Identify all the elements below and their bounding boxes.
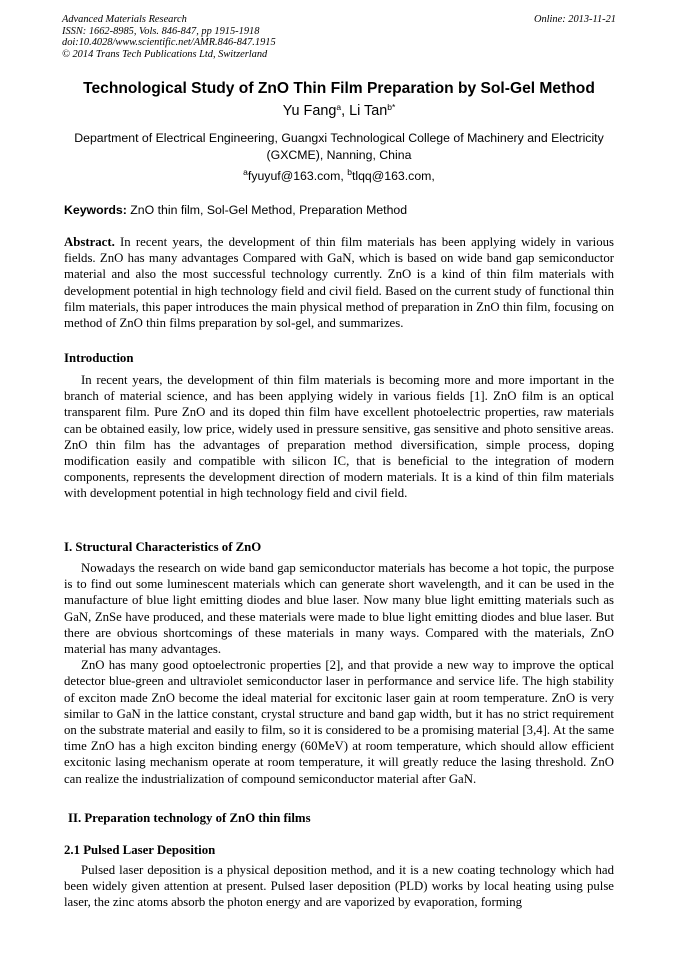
abstract — [64, 234, 614, 331]
email-b-sup: b — [347, 167, 352, 177]
online-date: Online: 2013-11-21 — [533, 14, 616, 25]
section-heading-introduction: Introduction — [64, 351, 134, 365]
journal-header — [62, 14, 616, 60]
author-list — [40, 102, 638, 120]
author-separator: , — [341, 103, 350, 119]
introduction-body — [64, 372, 614, 502]
author-2-sup: b* — [387, 102, 396, 112]
subsection-heading-pld: 2.1 Pulsed Laser Deposition — [64, 843, 216, 857]
section-heading-structural: I. Structural Characteristics of ZnO — [64, 540, 262, 554]
keywords-label: Keywords: — [64, 203, 127, 217]
paragraph: In recent years, the development of thin film materials is becoming more and more important in the branch of material science, and has been applying widely in various fields [1]. ZnO film is an optical transparent film. Pure ZnO and its doped thin film have excellent photoelectric properties, raw materials can be obtained easily, low price, widely used in pressure sensitive, gas sensitive and photo sensitive areas. ZnO thin film has the advantages of preparation method diversification, simple process, doping modification easily and compatible with silicon IC, that is beneficial to the integration of modern components, represents the development direction of modern materials. It is a kind of thin film materials with development potential in high technology field and civil field. — [64, 373, 614, 501]
email-list — [40, 168, 638, 184]
section-heading-preparation: II. Preparation technology of ZnO thin films — [68, 811, 311, 825]
paper-title: Technological Study of ZnO Thin Film Preparation by Sol-Gel Method — [83, 80, 595, 97]
paragraph: ZnO has many good optoelectronic properties [2], and that provide a new way to improve the optical detector blue-green and ultraviolet semiconductor laser in performance and service life. The high stability of exciton made ZnO become the ideal material for excitonic laser gain at room temperature. ZnO is very similar to GaN in the lattice constant, crystal structure and band gap width, but it has no strict requirement on the substrate material and easily to film, so it is considered to be a promising material [3,4]. At the same time ZnO has a high exciton binding energy (60MeV) at room temperature, which should allow efficient excitonic lasing mechanism operate at room temperature, it will greatly reduce the lasing threshold. ZnO can realize the industrialization of compound semiconductor material after GaN. — [64, 658, 614, 786]
paragraph: Nowadays the research on wide band gap semiconductor materials has become a hot topic, the purpose is to find out some luminescent materials which can generate short wavelength, and it can be used in the manufacture of blue light emitting diodes and blue laser. Now many blue light emitting materials such as GaN, ZnSe have produced, and these materials were made to blue light emitting diodes and blue laser. But there are obvious shortcomings of these materials in many ways. Compared with the materials, ZnO material has many advantages. — [64, 561, 614, 657]
pld-body — [64, 862, 614, 911]
issn-line: ISSN: 1662-8985, Vols. 846-847, pp 1915-1918 — [62, 25, 260, 37]
paragraph: Pulsed laser deposition is a physical deposition method, and it is a new coating technology which had been widely given attention at present. Pulsed laser deposition (PLD) works by local heating using pulse laser, the zinc atoms absorb the photon energy and are vaporized by evaporation, forming — [64, 863, 614, 910]
doi-line: doi:10.4028/www.scientific.net/AMR.846-847.1915 — [62, 37, 276, 49]
author-1-sup: a — [336, 102, 342, 112]
journal-name: Advanced Materials Research — [62, 14, 187, 25]
keywords — [64, 202, 616, 218]
email-a: fyuyuf@163.com, — [247, 169, 348, 183]
email-a-sup: a — [243, 167, 248, 177]
affiliation: Department of Electrical Engineering, Guangxi Technological College of Machinery and Electricity (GXCME), Nanning, China — [74, 131, 604, 162]
copyright-line: © 2014 Trans Tech Publications Ltd, Switzerland — [62, 48, 268, 60]
abstract-label: Abstract. — [64, 235, 115, 249]
abstract-text: In recent years, the development of thin film materials has been applying widely in various fields. ZnO has many advantages Compared with GaN, which is based on wide band gap semiconductor material and also the most successful technology currently. ZnO is a kind of thin film materials with development potential in high technology field and civil field. Based on the current study of functional thin film materials, this paper introduces the main physical method of preparation in ZnO thin film, focusing on method of ZnO thin films preparation by sol-gel, and summarizes. — [64, 235, 614, 331]
email-b: tlqq@163.com, — [351, 169, 435, 183]
author-2: Li Tan — [349, 103, 388, 119]
author-1: Yu Fang — [282, 103, 337, 119]
structural-body — [64, 560, 614, 787]
keywords-text: ZnO thin film, Sol-Gel Method, Preparation Method — [126, 203, 408, 217]
